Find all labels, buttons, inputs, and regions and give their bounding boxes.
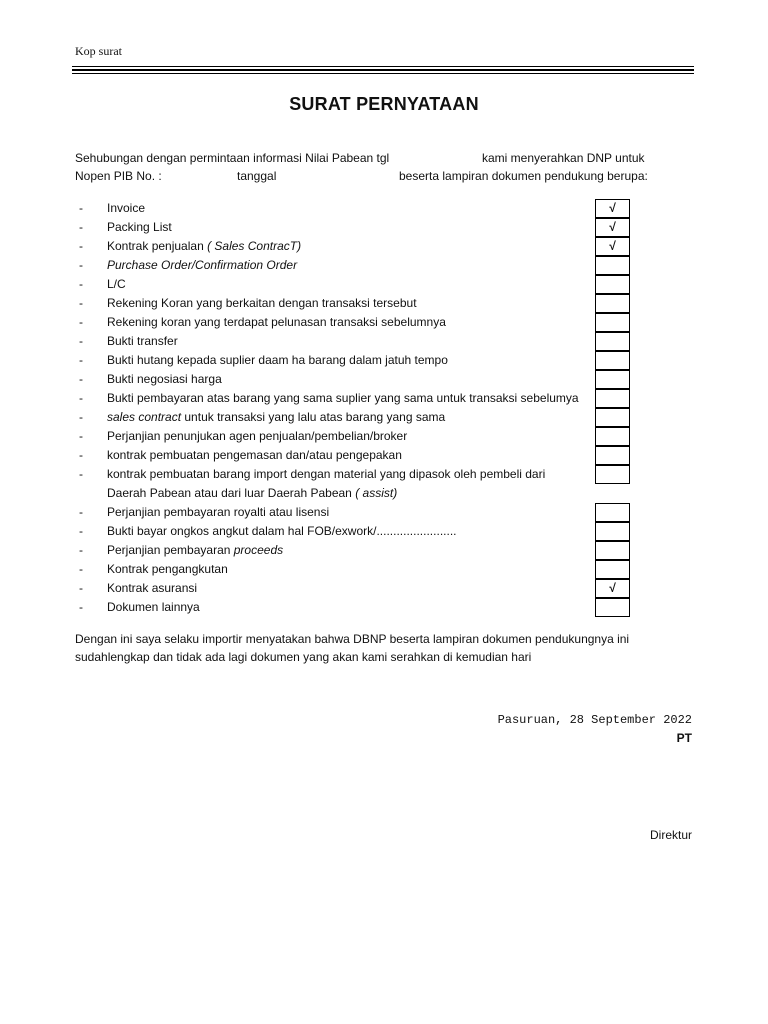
item-label [107,389,579,408]
item-bullet: - [79,353,83,367]
item-label-italic: ( Sales ContracT) [207,239,302,253]
intro-line2-part2: tanggal [237,169,277,183]
closing-line1: Dengan ini saya selaku importir menyatakan bahwa DBNP beserta lampiran dokumen pendukungnya ini [75,632,630,646]
signature-company: PT [676,731,692,745]
checkbox[interactable] [595,446,630,465]
closing-line2: sudahlengkap dan tidak ada lagi dokumen yang akan kami serahkan di kemudian hari [75,650,532,664]
item-label [107,560,228,579]
item-label-text: untuk transaksi yang lalu atas barang yang sama [181,410,446,424]
item-bullet: - [79,581,83,595]
item-label [107,541,283,560]
item-bullet: - [79,429,83,443]
item-bullet: - [79,277,83,291]
item-label-text: Perjanjian penunjukan agen penjualan/pembelian/broker [107,429,408,443]
checklist-item [75,579,675,598]
checklist-item [75,313,675,332]
check-mark-icon: √ [609,220,616,234]
item-label-text: Rekening Koran yang berkaitan dengan transaksi tersebut [107,296,417,310]
item-label [107,598,200,617]
checkbox[interactable] [595,389,630,408]
checklist-item [75,351,675,370]
item-label [107,522,456,541]
item-label-text: L/C [107,277,126,291]
check-mark-icon: √ [609,581,616,595]
item-bullet: - [79,296,83,310]
checklist-item [75,465,675,500]
item-bullet: - [79,543,83,557]
item-label-text: kontrak pembuatan pengemasan dan/atau pengepakan [107,448,402,462]
item-label-italic: proceeds [233,543,284,557]
checkbox[interactable] [595,313,630,332]
checklist-item [75,294,675,313]
checkbox[interactable] [595,598,630,617]
checkbox[interactable] [595,427,630,446]
item-label [107,446,402,465]
checklist-item [75,199,675,218]
item-continuation-italic: ( assist) [355,486,398,500]
checklist-item [75,598,675,617]
item-label [107,408,445,427]
check-mark-icon: √ [609,201,616,215]
item-label [107,313,446,332]
item-label-text: Kontrak penjualan [107,239,208,253]
checklist-item [75,503,675,522]
item-label [107,275,126,294]
item-bullet: - [79,391,83,405]
checkbox[interactable] [595,522,630,541]
checklist-item [75,541,675,560]
checkbox[interactable] [595,560,630,579]
item-label-text: Bukti hutang kepada suplier daam ha barang dalam jatuh tempo [107,353,448,367]
checklist-item [75,446,675,465]
check-mark-icon: √ [609,239,616,253]
checkbox[interactable] [595,579,630,598]
item-label-text: Perjanjian pembayaran royalti atau lisensi [107,505,330,519]
item-label [107,256,297,275]
item-label-italic: Purchase Order/Confirmation Order [107,258,298,272]
item-label-text: kontrak pembuatan barang import dengan material yang dipasok oleh pembeli dari [107,467,546,481]
kop-surat: Kop surat [75,44,122,58]
item-label-text: Bukti pembayaran atas barang yang sama suplier yang sama untuk transaksi sebelumya [107,391,579,405]
checkbox[interactable] [595,237,630,256]
signature-position: Direktur [649,828,692,842]
checkbox[interactable] [595,370,630,389]
item-label [107,370,222,389]
checkbox[interactable] [595,503,630,522]
intro-line1-part1: Sehubungan dengan permintaan informasi Nilai Pabean tgl [75,151,390,165]
item-label-continuation [107,484,397,503]
item-bullet: - [79,505,83,519]
item-bullet: - [79,220,83,234]
item-label-italic: sales contract [107,410,182,424]
item-label-text: Bukti bayar ongkos angkut dalam hal FOB/exwork/........................ [107,524,457,538]
checklist-item [75,522,675,541]
header-rule-bottom [72,73,694,74]
item-bullet: - [79,524,83,538]
checkbox[interactable] [595,332,630,351]
checklist-item [75,560,675,579]
checklist-item [75,408,675,427]
checkbox[interactable] [595,275,630,294]
intro-line1-part2: kami menyerahkan DNP untuk [482,151,645,165]
item-label-text: Bukti negosiasi harga [107,372,222,386]
checklist-item [75,237,675,256]
item-label-text: Bukti transfer [107,334,178,348]
item-label [107,199,145,218]
item-bullet: - [79,334,83,348]
checklist-item [75,218,675,237]
item-label-text: Invoice [107,201,146,215]
checkbox[interactable] [595,199,630,218]
item-label-text: Kontrak asuransi [107,581,198,595]
intro-line2-part1: Nopen PIB No. : [75,169,162,183]
item-bullet: - [79,410,83,424]
item-label [107,465,545,484]
checkbox[interactable] [595,218,630,237]
item-bullet: - [79,372,83,386]
signature-place-date: Pasuruan, 28 September 2022 [497,713,692,727]
checklist-item [75,256,675,275]
checkbox[interactable] [595,408,630,427]
item-label [107,579,197,598]
item-label-text: Rekening koran yang terdapat pelunasan transaksi sebelumnya [107,315,446,329]
checkbox[interactable] [595,351,630,370]
item-label [107,294,417,313]
item-bullet: - [79,239,83,253]
item-label-text: Packing List [107,220,172,234]
item-bullet: - [79,467,83,481]
checkbox[interactable] [595,294,630,313]
item-label [107,503,329,522]
checklist-item [75,332,675,351]
item-label-text: Dokumen lainnya [107,600,200,614]
item-label-text: Kontrak pengangkutan [107,562,228,576]
item-label [107,427,407,446]
header-rule-middle [72,69,694,71]
item-bullet: - [79,600,83,614]
item-bullet: - [79,562,83,576]
checklist-item [75,275,675,294]
item-label [107,332,178,351]
item-bullet: - [79,315,83,329]
checkbox[interactable] [595,541,630,560]
item-label-text: Perjanjian pembayaran [107,543,234,557]
item-bullet: - [79,258,83,272]
checkbox[interactable] [595,256,630,275]
item-label [107,351,448,370]
item-label [107,218,172,237]
checkbox[interactable] [595,465,630,484]
checklist-item [75,389,675,408]
header-rule-top [72,66,694,67]
item-bullet: - [79,448,83,462]
document-title: SURAT PERNYATAAN [289,94,479,114]
checklist-item [75,427,675,446]
checklist-item [75,370,675,389]
item-bullet: - [79,201,83,215]
item-continuation-text: Daerah Pabean atau dari luar Daerah Pabean [107,486,356,500]
item-label [107,237,301,256]
intro-line2-part3: beserta lampiran dokumen pendukung berupa: [399,169,648,183]
